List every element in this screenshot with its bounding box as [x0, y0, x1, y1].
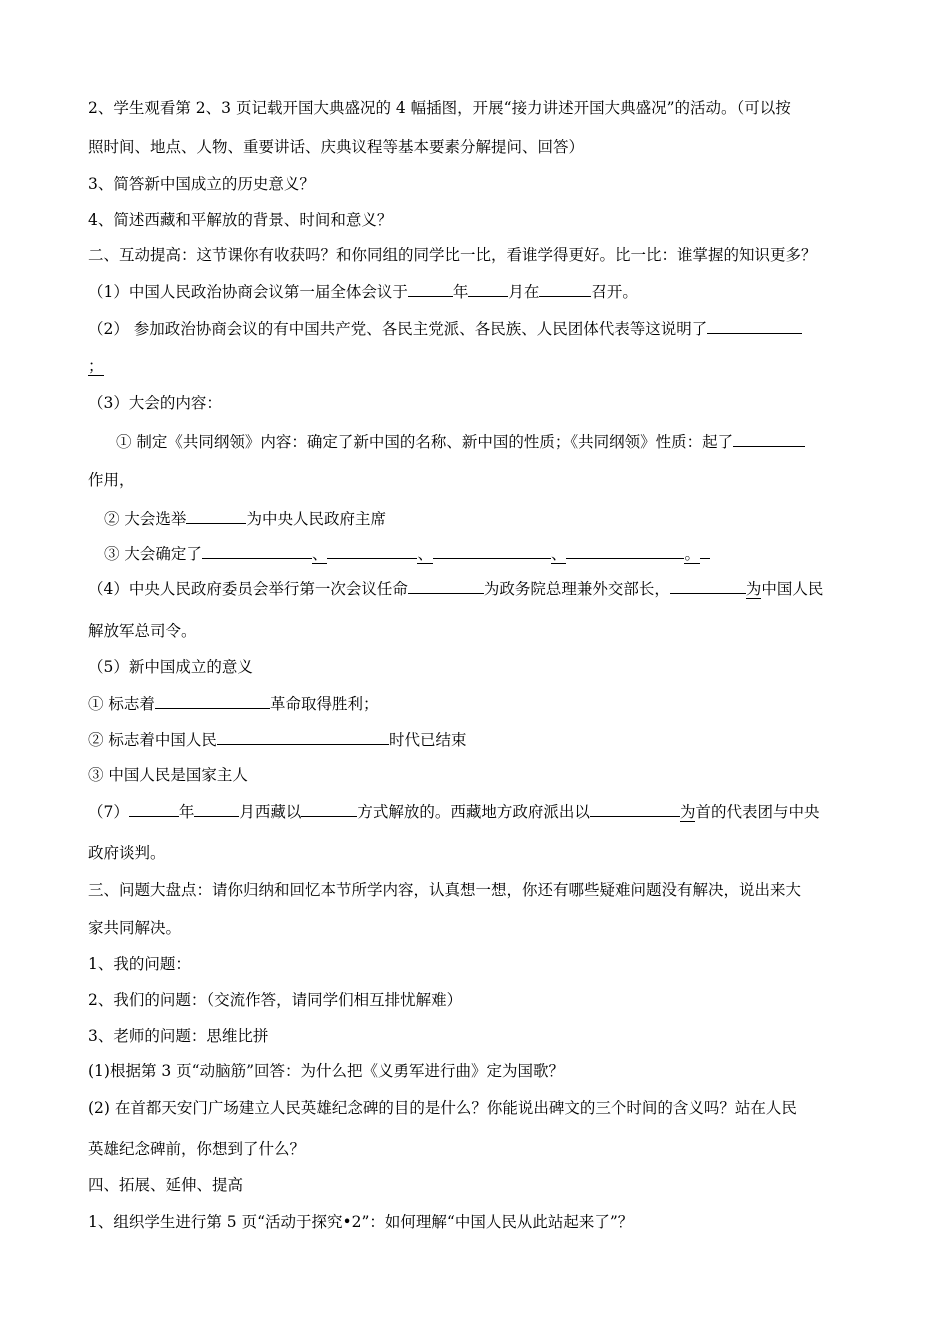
question-text: （1）中国人民政治协商会议第一届全体会议于 [88, 283, 408, 301]
question-3-item-1-tail: 作用， [88, 471, 135, 489]
question-7: （7） 年 月西藏以 方式解放的。西藏地方政府派出以 为首的代表团与中央 [88, 803, 820, 821]
section-heading: 三、问题大盘点：请你归纳和回忆本节所学内容，认真想一想，你还有哪些疑难问题没有解决，说出来大 [88, 881, 802, 899]
answer-blank [194, 801, 239, 817]
answer-blank [733, 431, 805, 447]
text-line: 2、学生观看第 2、3 页记载开国大典盛况的 4 幅插图，开展“接力讲述开国大典盛况”的活动。（可以按 [88, 99, 791, 117]
text-line: (1)根据第 3 页“动脑筋”回答：为什么把《义勇军进行曲》定为国歌？ [88, 1062, 565, 1080]
question-4-tail: 解放军总司令。 [88, 622, 197, 640]
question-5-item-2: ② 标志着中国人民 时代已结束 [88, 731, 467, 749]
text-line: 2、我们的问题：（交流作答，请同学们相互排忧解难） [88, 991, 463, 1009]
question-2 [88, 318, 802, 339]
text-line: 照时间、地点、人物、重要讲话、庆典议程等基本要素分解提问、回答） [88, 138, 585, 156]
question-3: （3）大会的内容： [88, 394, 222, 412]
text-line: 3、简答新中国成立的历史意义？ [88, 175, 315, 193]
text-line: 3、老师的问题：思维比拼 [88, 1027, 269, 1045]
answer-blank [670, 578, 746, 594]
answer-blank [301, 801, 357, 817]
question-5: （5）新中国成立的意义 [88, 658, 253, 676]
text-line: 家共同解决。 [88, 919, 182, 937]
question-7-tail: 政府谈判。 [88, 844, 166, 862]
answer-blank [202, 543, 312, 559]
section-heading: 二、互动提高：这节课你有收获吗？和你同组的同学比一比，看谁学得更好。比一比：谁掌握的知识更多？ [88, 246, 817, 264]
section-heading: 四、拓展、延伸、提高 [88, 1176, 244, 1194]
answer-blank [217, 729, 389, 745]
answer-blank [186, 508, 246, 524]
answer-blank [129, 801, 179, 817]
answer-blank [327, 543, 417, 559]
question-5-item-1: ① 标志着 革命取得胜利； [88, 695, 379, 713]
answer-blank [408, 281, 453, 297]
question-text: （2） 参加政治协商会议的有中国共产党、各民主党派、各民族、人民团体代表等这说明了 [88, 320, 708, 338]
text-line: 英雄纪念碑前，你想到了什么？ [88, 1140, 306, 1158]
text-line: 1、我的问题： [88, 955, 191, 973]
answer-blank [566, 543, 684, 559]
text-line: 4、简述西藏和平解放的背景、时间和意义？ [88, 211, 393, 229]
question-1: （1）中国人民政治协商会议第一届全体会议于 年 月在 召开。 [88, 283, 638, 301]
question-2-tail: ； [88, 357, 104, 375]
answer-blank [408, 578, 484, 594]
answer-blank [539, 281, 591, 297]
question-3-item-2: ② 大会选举 为中央人民政府主席 [104, 510, 386, 528]
question-3-item-1: ① 制定《共同纲领》内容：确定了新中国的名称、新中国的性质；《共同纲领》性质：起了 [116, 431, 805, 452]
question-4: （4）中央人民政府委员会举行第一次会议任命 为政务院总理兼外交部长， 为中国人民 [88, 580, 824, 598]
answer-blank [433, 543, 551, 559]
answer-blank [468, 281, 508, 297]
question-5-item-3: ③ 中国人民是国家主人 [88, 766, 248, 784]
text-line: (2) 在首都天安门广场建立人民英雄纪念碑的目的是什么？你能说出碑文的三个时间的含义吗？站在人民 [88, 1099, 797, 1117]
answer-blank [155, 693, 270, 709]
answer-blank [590, 801, 680, 817]
answer-blank [707, 318, 802, 334]
text-line: 1、组织学生进行第 5 页“活动于探究•2”：如何理解“中国人民从此站起来了”？ [88, 1213, 634, 1231]
question-3-item-3: ③ 大会确定了 、 、 、 。 [104, 543, 710, 564]
